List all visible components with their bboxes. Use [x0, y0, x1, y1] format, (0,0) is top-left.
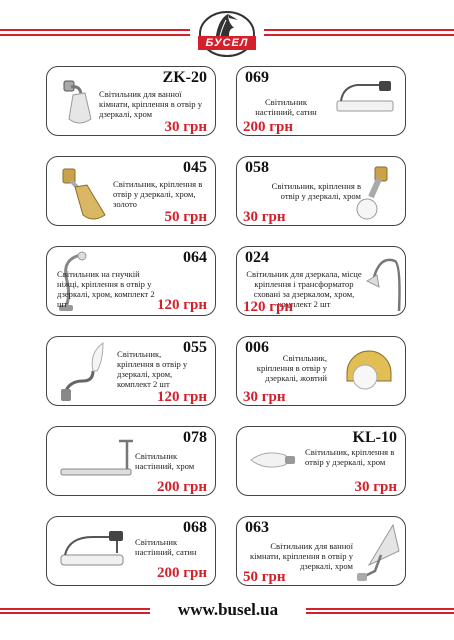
product-description: Світильник для дзеркала, місце кріплення і трансформатор сховані за дзеркалом, хром, комплект 2 шт: [246, 269, 362, 309]
product-code: 068: [183, 519, 207, 536]
product-code: 069: [245, 69, 269, 86]
product-code: KL-10: [352, 429, 397, 446]
product-price: 50 грн: [164, 209, 207, 225]
lamp-image: [61, 75, 93, 127]
lamp-image: [333, 79, 397, 119]
product-code: 064: [183, 249, 207, 266]
footer-decor-left: [0, 608, 150, 614]
header-decor-left: [0, 29, 190, 37]
lamp-image: [57, 437, 137, 487]
product-description: Світильник, кріплення в отвір у дзеркалі, хром, золото: [113, 179, 203, 209]
lamp-image: [365, 251, 403, 313]
product-card-zk20[interactable]: [46, 66, 216, 136]
product-code: 055: [183, 339, 207, 356]
product-card-063[interactable]: [236, 516, 406, 586]
product-description: Світильник настінний, сатин: [255, 97, 317, 117]
product-description: Світильник для ванної кімнати, кріплення в отвір у дзеркалі, хром: [99, 89, 203, 119]
product-description: Світильник настінний, сатин: [135, 537, 197, 557]
product-card-055[interactable]: [46, 336, 216, 406]
product-price: 120 грн: [156, 297, 207, 313]
product-price: 50 грн: [243, 569, 286, 585]
product-code: 078: [183, 429, 207, 446]
product-card-068[interactable]: [46, 516, 216, 586]
product-card-024[interactable]: [236, 246, 406, 316]
product-price: 30 грн: [164, 119, 207, 135]
product-description: Світильник для ванної кімнати, кріплення в отвір у дзеркалі, хром: [249, 541, 353, 571]
product-description: Світильник настінний, хром: [135, 451, 195, 471]
product-price: 30 грн: [354, 479, 397, 495]
stork-logo-icon: [198, 10, 256, 60]
product-code: 058: [245, 159, 269, 176]
product-card-045[interactable]: [46, 156, 216, 226]
product-price: 120 грн: [243, 299, 294, 315]
product-code: 006: [245, 339, 269, 356]
product-description: Світильник, кріплення в отвір у дзеркалі, жовтий: [256, 353, 327, 383]
product-price: 30 грн: [243, 389, 286, 405]
product-price: 30 грн: [243, 209, 286, 225]
product-price: 120 грн: [156, 389, 207, 405]
product-description: Світильник, кріплення в отвір у дзеркалі, хром: [305, 447, 395, 467]
product-description: Світильник, кріплення в отвір у дзеркалі, хром, комплект 2 шт: [117, 349, 188, 389]
lamp-image: [55, 527, 135, 577]
product-price: 200 грн: [156, 479, 207, 495]
product-code: 045: [183, 159, 207, 176]
product-card-058[interactable]: [236, 156, 406, 226]
product-card-kl10[interactable]: [236, 426, 406, 496]
website-url[interactable]: www.busel.ua: [177, 600, 279, 619]
product-card-064[interactable]: [46, 246, 216, 316]
product-price: 200 грн: [156, 565, 207, 581]
product-price: 200 грн: [243, 119, 294, 135]
product-card-078[interactable]: [46, 426, 216, 496]
product-card-006[interactable]: [236, 336, 406, 406]
lamp-image: [59, 163, 109, 223]
lamp-image: [59, 341, 109, 403]
lamp-image: [349, 163, 401, 223]
footer-decor-right: [306, 608, 454, 614]
product-description: Світильник, кріплення в отвір у дзеркалі, хром: [271, 181, 361, 201]
product-card-069[interactable]: [236, 66, 406, 136]
lamp-image: [355, 521, 403, 583]
header-decor-right: [264, 29, 454, 37]
product-code: ZK-20: [162, 69, 207, 86]
product-code: 063: [245, 519, 269, 536]
product-code: 024: [245, 249, 269, 266]
lamp-image: [245, 445, 297, 475]
lamp-image: [337, 345, 397, 401]
product-description: Світильник на гнучкій ніжці, кріплення в отвір у дзеркалі, хром, комплект 2 шт: [57, 269, 155, 309]
logo-wordmark: БУСЕЛ: [198, 36, 256, 50]
